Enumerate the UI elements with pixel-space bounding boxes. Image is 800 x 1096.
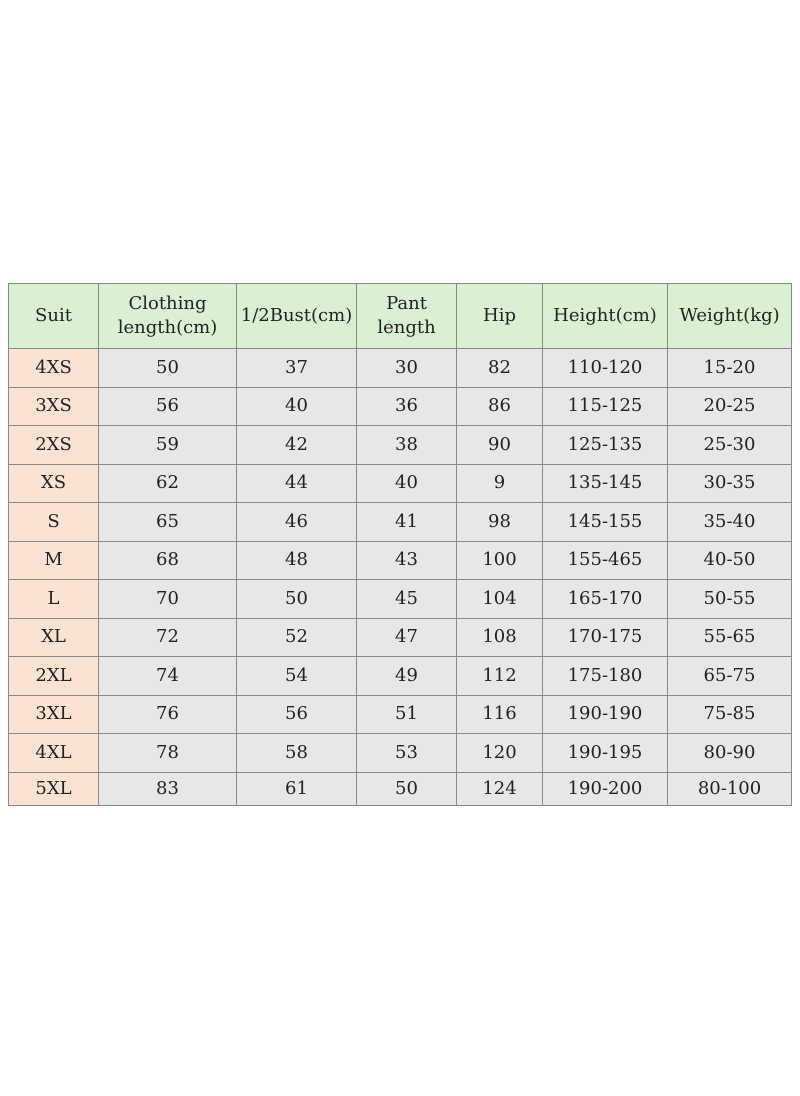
cell-clothing-length: 76 <box>99 695 237 734</box>
cell-half-bust: 48 <box>237 541 357 580</box>
cell-clothing-length: 83 <box>99 772 237 805</box>
table-row <box>9 618 792 657</box>
cell-hip: 82 <box>457 349 543 388</box>
cell-hip: 116 <box>457 695 543 734</box>
cell-half-bust: 52 <box>237 618 357 657</box>
cell-clothing-length: 72 <box>99 618 237 657</box>
cell-height: 175-180 <box>543 657 668 696</box>
cell-hip: 120 <box>457 734 543 773</box>
cell-height: 135-145 <box>543 464 668 503</box>
cell-weight: 20-25 <box>668 387 792 426</box>
cell-hip: 100 <box>457 541 543 580</box>
cell-height: 190-195 <box>543 734 668 773</box>
cell-clothing-length: 70 <box>99 580 237 619</box>
header-hip: Hip <box>457 284 543 349</box>
header-weight: Weight(kg) <box>668 284 792 349</box>
cell-hip: 104 <box>457 580 543 619</box>
cell-half-bust: 37 <box>237 349 357 388</box>
cell-pant-length: 36 <box>357 387 457 426</box>
cell-clothing-length: 78 <box>99 734 237 773</box>
cell-size: 3XL <box>9 695 99 734</box>
cell-hip: 98 <box>457 503 543 542</box>
cell-size: L <box>9 580 99 619</box>
cell-hip: 112 <box>457 657 543 696</box>
cell-weight: 15-20 <box>668 349 792 388</box>
cell-height: 165-170 <box>543 580 668 619</box>
cell-size: 2XL <box>9 657 99 696</box>
cell-height: 190-190 <box>543 695 668 734</box>
cell-size: 5XL <box>9 772 99 805</box>
cell-clothing-length: 74 <box>99 657 237 696</box>
cell-pant-length: 43 <box>357 541 457 580</box>
cell-weight: 80-90 <box>668 734 792 773</box>
cell-half-bust: 40 <box>237 387 357 426</box>
table-header <box>9 284 792 349</box>
cell-size: XS <box>9 464 99 503</box>
cell-size: XL <box>9 618 99 657</box>
cell-weight: 75-85 <box>668 695 792 734</box>
header-half-bust: 1/2Bust(cm) <box>237 284 357 349</box>
cell-half-bust: 61 <box>237 772 357 805</box>
cell-half-bust: 42 <box>237 426 357 465</box>
header-height: Height(cm) <box>543 284 668 349</box>
cell-half-bust: 54 <box>237 657 357 696</box>
table-row <box>9 772 792 805</box>
cell-half-bust: 58 <box>237 734 357 773</box>
cell-pant-length: 40 <box>357 464 457 503</box>
cell-weight: 50-55 <box>668 580 792 619</box>
cell-size: S <box>9 503 99 542</box>
cell-weight: 65-75 <box>668 657 792 696</box>
cell-height: 145-155 <box>543 503 668 542</box>
table-row <box>9 387 792 426</box>
cell-pant-length: 38 <box>357 426 457 465</box>
table-row <box>9 464 792 503</box>
cell-weight: 25-30 <box>668 426 792 465</box>
cell-size: 4XL <box>9 734 99 773</box>
cell-pant-length: 47 <box>357 618 457 657</box>
cell-clothing-length: 59 <box>99 426 237 465</box>
cell-pant-length: 30 <box>357 349 457 388</box>
cell-hip: 108 <box>457 618 543 657</box>
header-row <box>9 284 792 349</box>
header-suit: Suit <box>9 284 99 349</box>
cell-pant-length: 50 <box>357 772 457 805</box>
cell-hip: 124 <box>457 772 543 805</box>
table-row <box>9 695 792 734</box>
cell-pant-length: 51 <box>357 695 457 734</box>
size-chart-table <box>8 283 792 806</box>
cell-pant-length: 45 <box>357 580 457 619</box>
cell-pant-length: 49 <box>357 657 457 696</box>
cell-pant-length: 53 <box>357 734 457 773</box>
cell-pant-length: 41 <box>357 503 457 542</box>
cell-height: 115-125 <box>543 387 668 426</box>
cell-hip: 90 <box>457 426 543 465</box>
cell-clothing-length: 62 <box>99 464 237 503</box>
cell-hip: 9 <box>457 464 543 503</box>
header-pant-length: Pant length <box>357 284 457 349</box>
cell-weight: 40-50 <box>668 541 792 580</box>
cell-weight: 35-40 <box>668 503 792 542</box>
table-row <box>9 349 792 388</box>
cell-height: 170-175 <box>543 618 668 657</box>
cell-weight: 80-100 <box>668 772 792 805</box>
cell-size: 2XS <box>9 426 99 465</box>
cell-weight: 55-65 <box>668 618 792 657</box>
cell-clothing-length: 68 <box>99 541 237 580</box>
table-row <box>9 503 792 542</box>
cell-half-bust: 44 <box>237 464 357 503</box>
header-clothing-length: Clothing length(cm) <box>99 284 237 349</box>
cell-height: 155-465 <box>543 541 668 580</box>
table-row <box>9 734 792 773</box>
cell-clothing-length: 50 <box>99 349 237 388</box>
table-row <box>9 426 792 465</box>
cell-half-bust: 56 <box>237 695 357 734</box>
cell-weight: 30-35 <box>668 464 792 503</box>
cell-size: 3XS <box>9 387 99 426</box>
cell-half-bust: 46 <box>237 503 357 542</box>
cell-height: 110-120 <box>543 349 668 388</box>
cell-size: 4XS <box>9 349 99 388</box>
table-row <box>9 541 792 580</box>
table-row <box>9 580 792 619</box>
cell-hip: 86 <box>457 387 543 426</box>
cell-height: 190-200 <box>543 772 668 805</box>
cell-clothing-length: 56 <box>99 387 237 426</box>
table-body <box>9 349 792 806</box>
cell-half-bust: 50 <box>237 580 357 619</box>
table-row <box>9 657 792 696</box>
cell-height: 125-135 <box>543 426 668 465</box>
cell-size: M <box>9 541 99 580</box>
cell-clothing-length: 65 <box>99 503 237 542</box>
